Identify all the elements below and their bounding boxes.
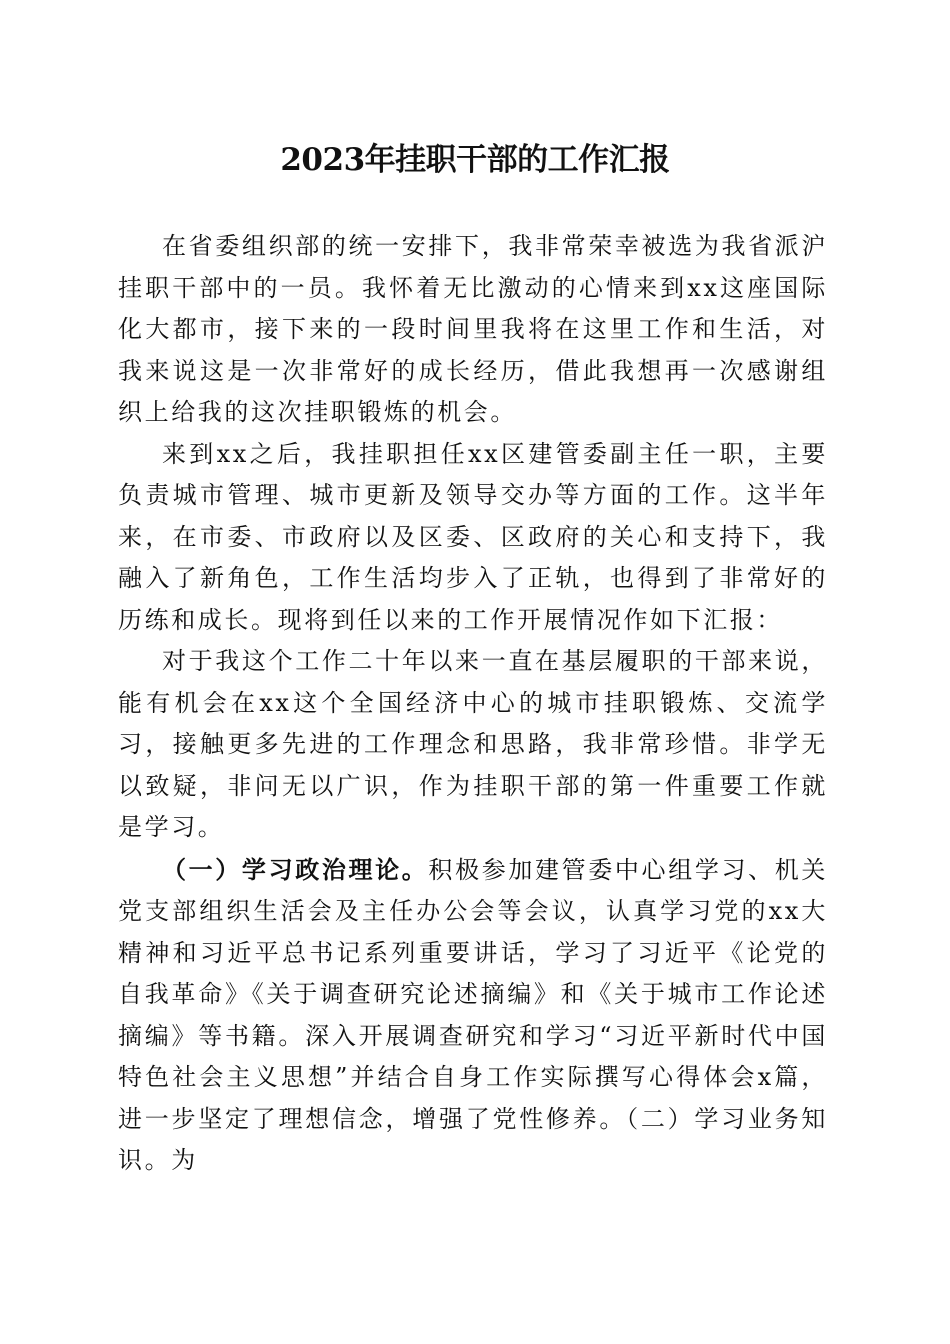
paragraph-3: 对于我这个工作二十年以来一直在基层履职的干部来说，能有机会在xx这个全国经济中心的城市挂职锻炼、交流学习，接触更多先进的工作理念和思路，我非常珍惜。非学无以致疑，非问无以广识，作为挂职干部的第一件重要工作就是学习。 [118, 647, 828, 841]
document-body [118, 226, 828, 1182]
paragraph-1: 在省委组织部的统一安排下，我非常荣幸被选为我省派沪挂职干部中的一员。我怀着无比激动的心情来到xx这座国际化大都市，接下来的一段时间里我将在这里工作和生活，对我来说这是一次非常好的成长经历，借此我想再一次感谢组织上给我的这次挂职锻炼的机会。 [118, 232, 828, 426]
paragraph-2: 来到xx之后，我挂职担任xx区建管委副主任一职，主要负责城市管理、城市更新及领导交办等方面的工作。这半年来，在市委、市政府以及区委、区政府的关心和支持下，我融入了新角色，工作生活均步入了正轨，也得到了非常好的历练和成长。现将到任以来的工作开展情况作如下汇报： [118, 439, 828, 634]
paragraph-4 [118, 849, 828, 1182]
document-title: 2023年挂职干部的工作汇报 [280, 142, 670, 178]
section-heading-political-theory: （一）学习政治理论。 [162, 854, 429, 884]
paragraph-4-text: 积极参加建管委中心组学习、机关党支部组织生活会及主任办公会等会议，认真学习党的xx大精神和习近平总书记系列重要讲话，学习了习近平《论党的自我革命》《关于调查研究论述摘编》和《关于城市工作论述摘编》等书籍。深入开展调查研究和学习“习近平新时代中国特色社会主义思想”并结合自身工作实际撰写心得体会x篇，进一步坚定了理想信念，增强了党性修养。（二）学习业务知识。为 [118, 855, 829, 1174]
